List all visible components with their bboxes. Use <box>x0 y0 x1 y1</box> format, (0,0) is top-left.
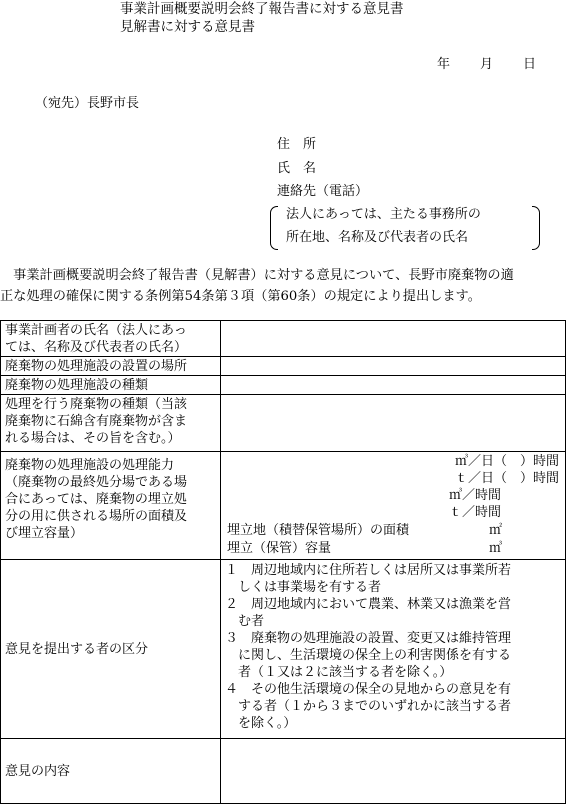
right-bracket <box>532 206 540 250</box>
opinion-content-field[interactable] <box>221 739 566 804</box>
label-line: び埋立容量） <box>5 526 84 541</box>
corporation-note-line1: 法人にあっては、主たる事務所の <box>286 207 481 222</box>
label-line: （廃棄物の最終処分場である場 <box>5 475 188 490</box>
sender-name-label: 氏 名 <box>277 161 317 176</box>
category-line: ４ その他生活環境の保全の見地からの意見を有 <box>225 682 512 697</box>
landfill-area-label: 埋立地（積替保管場所）の面積 <box>227 523 410 538</box>
capacity-unit: ｔ／時間 <box>448 505 501 520</box>
statement-line2: 正な処理の確保に関する条例第54条第３項（第60条）の規定により提出します。 <box>0 289 481 304</box>
form-title-line2: 見解書に対する意見書 <box>120 19 255 35</box>
table-row <box>1 395 566 452</box>
landfill-volume-unit: ㎥ <box>489 541 503 556</box>
table-row <box>1 357 566 376</box>
category-line: 者（１又は２に該当する者を除く。） <box>225 665 453 680</box>
label-line: ては、名称及び代表者の氏名） <box>5 340 188 355</box>
label-line: れる場合は、その旨を含む。） <box>5 431 181 446</box>
facility-type-field[interactable] <box>221 376 566 395</box>
date-month: 月 <box>480 57 494 72</box>
table-row <box>1 321 566 357</box>
label-line: 廃棄物の処理施設の種類 <box>5 378 149 393</box>
submitter-category-options <box>221 560 566 739</box>
label-line: 意見の内容 <box>5 764 71 779</box>
category-line: む者 <box>225 614 265 629</box>
date-year: 年 <box>437 57 451 72</box>
category-line: ２ 周辺地域内において農業、林業又は漁業を営 <box>225 597 512 612</box>
submitter-category-label <box>1 560 221 739</box>
capacity-unit: ㎥／時間 <box>448 488 501 503</box>
label-line: 分の用に供される場所の面積及 <box>5 509 188 524</box>
opinion-form-table <box>0 320 566 804</box>
waste-type-field[interactable] <box>221 395 566 452</box>
submission-statement <box>0 265 568 307</box>
planner-name-field[interactable] <box>221 321 566 357</box>
date-field <box>437 56 536 74</box>
label-line: 事業計画者の氏名（法人にあっ <box>5 323 187 338</box>
planner-name-label <box>1 321 221 357</box>
label-line: 廃棄物の処理施設の処理能力 <box>5 458 175 473</box>
landfill-area-unit: ㎡ <box>489 523 503 538</box>
table-row <box>1 739 566 804</box>
capacity-unit: ｔ／日（ ）時間 <box>454 471 559 486</box>
label-line: 処理を行う廃棄物の種類（当該 <box>5 397 188 412</box>
category-line: ３ 廃棄物の処理施設の設置、変更又は維持管理 <box>225 631 512 646</box>
date-day: 日 <box>523 57 537 72</box>
waste-type-label <box>1 395 221 452</box>
facility-location-label <box>1 357 221 376</box>
sender-address-label: 住 所 <box>277 137 317 152</box>
form-title-line1: 事業計画概要説明会終了報告書に対する意見書 <box>120 1 404 17</box>
addressee: （宛先）長野市長 <box>35 96 140 111</box>
processing-capacity-label <box>1 452 221 560</box>
corporation-note <box>270 204 540 250</box>
table-row <box>1 560 566 739</box>
landfill-volume-label: 埋立（保管）容量 <box>227 541 332 556</box>
table-row <box>1 452 566 560</box>
category-line: １ 周辺地域内に住所若しくは居所又は事業所若 <box>225 563 512 578</box>
opinion-content-label <box>1 739 221 804</box>
table-row <box>1 376 566 395</box>
label-line: 意見を提出する者の区分 <box>5 642 149 657</box>
category-line: しくは事業場を有する者 <box>225 580 382 595</box>
category-line: する者（１から３までのいずれかに該当する者 <box>225 699 512 714</box>
label-line: 廃棄物に石綿含有廃棄物が含ま <box>5 414 188 429</box>
corporation-note-line2: 所在地、名称及び代表者の氏名 <box>286 230 469 245</box>
facility-type-label <box>1 376 221 395</box>
left-bracket <box>270 206 278 250</box>
category-line: を除く。） <box>225 716 297 731</box>
label-line: 合にあっては、廃棄物の埋立処 <box>5 492 187 507</box>
label-line: 廃棄物の処理施設の設置の場所 <box>5 359 188 374</box>
processing-capacity-field[interactable] <box>221 452 566 560</box>
facility-location-field[interactable] <box>221 357 566 376</box>
category-line: に関し、生活環境の保全上の利害関係を有する <box>225 648 512 663</box>
statement-line1: 事業計画概要説明会終了報告書（見解書）に対する意見について、長野市廃棄物の適 <box>0 268 514 283</box>
sender-contact-label: 連絡先（電話） <box>277 184 369 199</box>
capacity-unit: ㎥／日（ ）時間 <box>454 454 559 469</box>
